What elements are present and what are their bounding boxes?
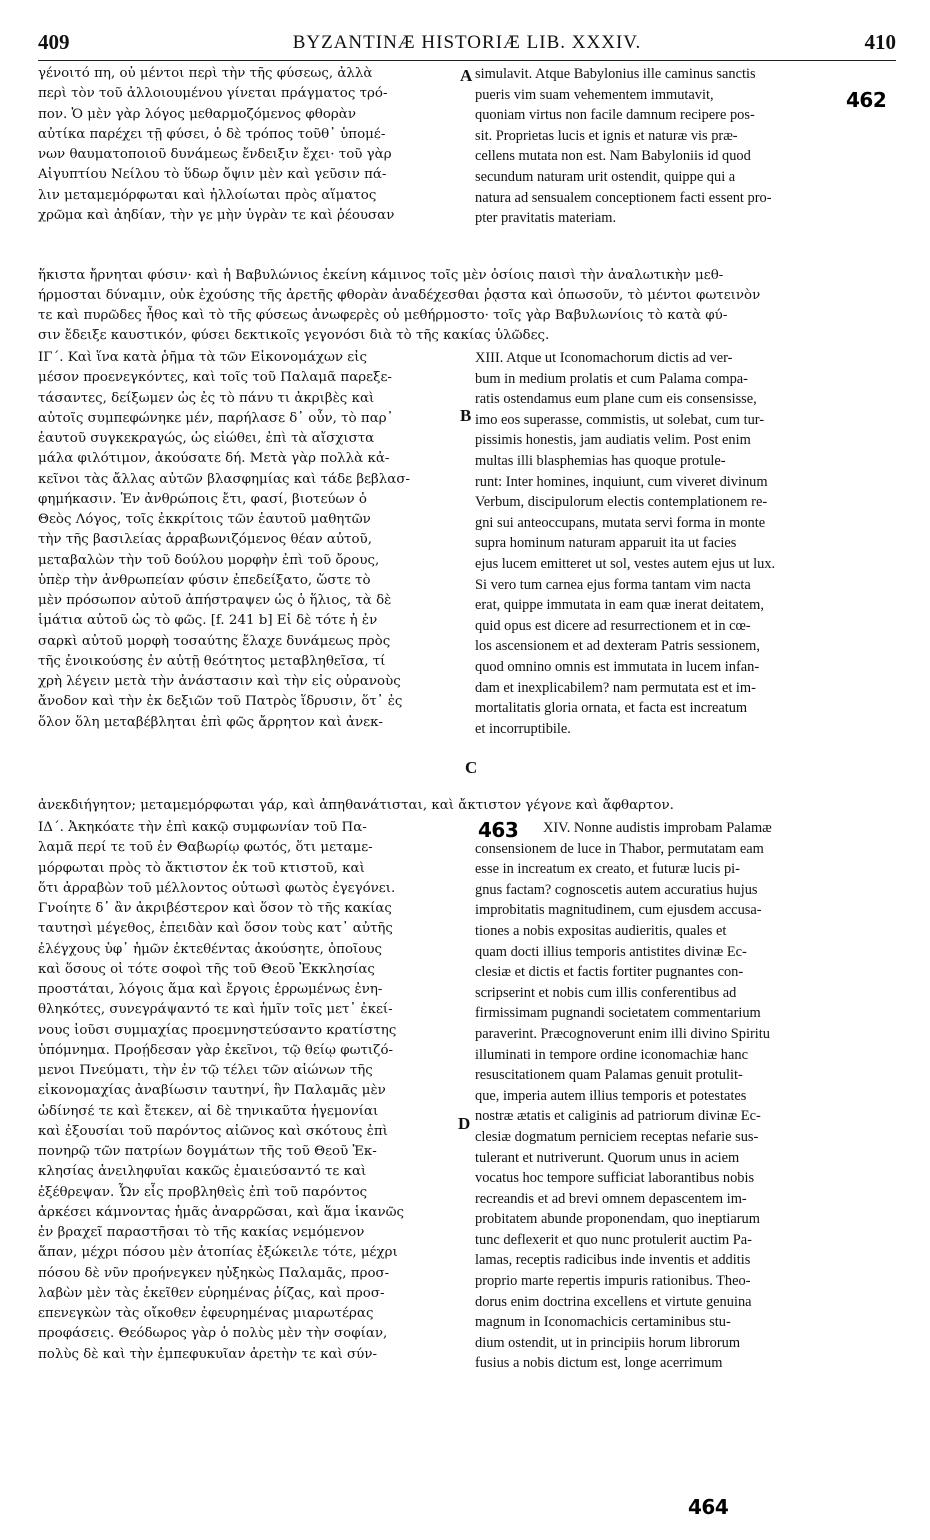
- greek-line: αὐτίκα παρέχει τῇ φύσει, ὁ δὲ τρόπος τοῦθ᾽ ὑπομέ-: [38, 126, 386, 142]
- latin-line: tulerant et nutriverunt. Quorum unus in aciem: [475, 1149, 740, 1166]
- latin-line: dorus enim doctrina excellens et virtute genuina: [475, 1293, 752, 1310]
- latin-line: XIV. Nonne audistis improbam Palamæ: [543, 820, 772, 836]
- greek-line: Αἰγυπτίου Νείλου τὸ ὕδωρ ὄψιν μὲν καὶ γεῦσιν πά-: [38, 167, 387, 183]
- latin-column-top: [475, 64, 895, 229]
- latin-line: clesiæ dogmatum perniciem receptas nefarie sus-: [475, 1128, 759, 1145]
- latin-line: supra hominum naturam apparuit ita ut facies: [475, 535, 737, 552]
- latin-line: XIII. Atque ut Iconomachorum dictis ad ver-: [475, 350, 733, 366]
- reference-number-464: 464: [688, 1495, 729, 1519]
- greek-line: ὑπὲρ τὴν ἀνθρωπείαν φύσιν ἐπεδείξατο, ὥστε τὸ: [38, 572, 371, 588]
- greek-line: ἄνοδον καὶ τὴν ἐκ δεξιῶν τοῦ Πατρὸς ἵδρυσιν, ὅτ᾽ ἐς: [38, 694, 403, 710]
- latin-line: los ascensionem et ad dexteram Patris sessionem,: [475, 638, 760, 655]
- full-width-line: ἥκιστα ἤρνηται φύσιν· καὶ ἡ Βαβυλώνιος ἐκείνη κάμινος τοῖς μὲν ὁσίοις παισὶ τὴν ἀναλωτικὴν μεθ-: [38, 268, 724, 283]
- latin-line: clesiæ et dictis et factis fortiter pugnantes con-: [475, 964, 744, 981]
- latin-line: pissimis honestis, jam audiatis velim. Post enim: [475, 432, 751, 449]
- latin-line: probitatem abunde proponendam, quo ineptiarum: [475, 1211, 760, 1228]
- latin-line: dium ostendit, ut in principiis horum librorum: [475, 1334, 741, 1351]
- latin-line: quam docti illius temporis antistites divinæ Ec-: [475, 943, 747, 960]
- latin-line: natura ad sensualem conceptionem facti essent pro-: [475, 189, 772, 206]
- latin-line: gnus factam? cognoscetis autem accuratius hujus: [475, 881, 758, 898]
- page-header: [38, 30, 896, 61]
- greek-line: μόρφωται πρὸς τὸ ἄκτιστον ἐκ τοῦ κτιστοῦ, καὶ: [38, 860, 365, 876]
- latin-line: proprio marte repertis impuris rationibus. Theo-: [475, 1273, 751, 1290]
- latin-line: magnum in Iconomachicis certaminibus stu-: [475, 1314, 731, 1331]
- latin-line: que, imperia autem illius temporis et potestates: [475, 1087, 747, 1104]
- greek-line: λαβὼν μὲν τὰς ἐκεῖθεν εὑρημένας ῥίζας, καὶ προσ-: [38, 1285, 385, 1301]
- margin-letter-b: B: [460, 406, 472, 425]
- latin-line: scripserint et nobis cum illis conferentibus ad: [475, 984, 737, 1001]
- margin-letter-a: A: [460, 66, 473, 85]
- greek-column-bottom: [38, 818, 458, 1365]
- greek-line: επενεγκὼν τὰς οἴκοθεν ἐφευρημένας μιαρωτέρας: [38, 1306, 374, 1321]
- greek-line: χρῶμα καὶ ἀηδίαν, τὴν γε μὴν ὑγρὰν τε καὶ ῥέουσαν: [38, 207, 395, 223]
- greek-line: ἐν βραχεῖ παραστῆσαι τὸ τῆς κακίας νεμόμενον: [38, 1225, 365, 1240]
- latin-line: simulavit. Atque Babylonius ille caminus sanctis: [475, 66, 756, 82]
- latin-line: erat, quippe immutata in eam quæ inerat deitatem,: [475, 597, 764, 614]
- latin-line: esse in increatum ex creato, et futuræ lucis pi-: [475, 861, 740, 878]
- latin-line: Verbum, discipulorum electis contemplationem re-: [475, 494, 768, 511]
- greek-line: ἅπαν, μέχρι πόσου μὲν ἀτοπίας ἐξώκειλε τότε, μέχρι: [38, 1245, 398, 1261]
- greek-line: λιν μεταμεμόρφωται καὶ ἠλλοίωται πρὸς αἵματος: [38, 187, 377, 203]
- greek-line: καὶ ὅσους οἱ τότε σοφοὶ τῆς τοῦ Θεοῦ Ἐκκλησίας: [38, 961, 375, 977]
- latin-line: secundum naturam urit ostendit, quippe qui a: [475, 168, 736, 185]
- latin-line: gni sui anteoccupans, mutata servi forma in monte: [475, 514, 766, 531]
- full-width-line: τε καὶ πυρῶδες ἦθος καὶ τὸ τῆς φύσεως ἀνωφερὲς οὐ μεθήρμοστο· τοῖς γὰρ Βαβυλωνίοις τὸ κατὰ φύ-: [38, 308, 728, 323]
- greek-line: μὲν πρόσωπον αὐτοῦ ἀπήστραψεν ὡς ὁ ἥλιος, τὰ δὲ: [38, 593, 392, 608]
- latin-line: illuminati in tempore ordine iconomachiæ hanc: [475, 1046, 748, 1063]
- greek-line: προστάται, λόγοις ἅμα καὶ ἔργοις ἐρρωμένως ἐνη-: [38, 982, 383, 997]
- latin-line: runt: Inter homines, inquiunt, cum viveret divinum: [475, 473, 768, 490]
- greek-line: νους ἰοῦσι συμμαχίας προεμνηστεύσαντο κρατίστης: [38, 1022, 397, 1038]
- full-width-line: ήρμοσται δύναμιν, οὐκ ἐχούσης τῆς ἀρετῆς φθορὰν ἀναδέχεσθαι ῥᾳστα καὶ ὁπωσοῦν, τὸ μέντοι φωτεινὸν: [38, 288, 761, 303]
- greek-line: καὶ ἐξουσίαι τοῦ παρόντος αἰῶνος καὶ σκότους ἐπὶ: [38, 1123, 388, 1139]
- latin-line: improbitatis magnitudinem, cum ejusdem accusa-: [475, 902, 762, 919]
- greek-line: πολὺς δὲ καὶ τὴν ἐμπεφυκυῖαν ἀρετὴν τε καὶ σύν-: [38, 1346, 377, 1362]
- greek-line: μενοι Πνεύματι, τὴν ἐν τῷ τέλει τῶν αἰώνων τῆς: [38, 1063, 373, 1078]
- greek-line: ταυτησὶ μέγεθος, ἐπειδὰν καὶ ὅσον τοὺς κατ᾽ αὐτῆς: [38, 921, 393, 937]
- greek-line: νων θαυματοποιοῦ δυνάμεως ἔνδειξιν ἔχει· τοῦ γὰρ: [38, 147, 392, 162]
- greek-line: ὅλον ὅλη μεταβέβληται ἐπὶ φῶς ἄρρητον καὶ ἀνεκ-: [38, 714, 383, 730]
- greek-line: θληκότες, συνεγράψαντό τε καὶ ἡμῖν τοῖς μετ᾽ ἐκεί-: [38, 1002, 393, 1018]
- latin-line: quod omnino omnis est immutata in lucem infan-: [475, 658, 760, 675]
- greek-line: κεῖνοι τὰς ἄλλας αὐτῶν βλασφημίας καὶ τάδε βεβλασ-: [38, 471, 410, 487]
- greek-line: ἑαυτοῦ συγκεκραγώς, ὡς εἰώθει, ἐπὶ τὰ αἴσχιστα: [38, 431, 375, 446]
- greek-line: μάλα φιλότιμον, ἀκούσατε δή. Μετὰ γὰρ πολλὰ κἀ-: [38, 451, 390, 467]
- greek-line: εἰκονομαχίας ἀναβίωσιν ταυτηνί, ἣν Παλαμᾶς μὲν: [38, 1083, 386, 1099]
- greek-line: λαμᾶ περί τε τοῦ ἐν Θαβωρίῳ φωτός, ὅτι μεταμε-: [38, 840, 373, 856]
- latin-line: tunc deflexerit et quo nunc protulerit auctim Pa-: [475, 1231, 752, 1248]
- greek-line: τῆς ἐνοικούσης ἐν αὐτῇ θεότητος μεταβληθεῖσα, τί: [38, 653, 386, 669]
- greek-line: μεταβαλὼν τὴν τοῦ δούλου μορφὴν ἐπὶ τοῦ ὄρους,: [38, 552, 380, 568]
- latin-line: ejus lucem emitteret ut sol, vestes autem ejus ut lux.: [475, 555, 776, 572]
- latin-line: consensionem de luce in Thabor, permutatam eam: [475, 840, 764, 857]
- latin-line: fusius a nobis dictum est, longe acerrimum: [475, 1355, 723, 1372]
- greek-line: τὴν τῆς βασιλείας ἀρραβωνιζόμενος θέαν αὐτοῦ,: [38, 532, 372, 548]
- greek-line: ἱμάτια αὐτοῦ ὡς τὸ φῶς. [f. 241 b] Εἰ δὲ τότε ἡ ἐν: [38, 613, 378, 629]
- latin-line: pter pravitatis materiam.: [475, 210, 617, 227]
- latin-line: lamas, receptis radicibus inde inventis et additis: [475, 1252, 751, 1269]
- greek-line: πόσου δὲ νῦν προήνεγκεν ηὐξηκὼς Παλαμᾶς, προσ-: [38, 1265, 390, 1281]
- latin-line: multas illi blasphemias has quoque protule-: [475, 452, 726, 469]
- full-width-line: σιν ἔδειξε καυστικόν, φύσει δεκτικοῖς γεγονόσι διὰ τὸ τῆς κακίας ὑλῶδες.: [38, 328, 550, 343]
- full-width-line: ἀνεκδιήγητον; μεταμεμόρφωται γάρ, καὶ ἀπηθανάτισται, καὶ ἄκτιστον γέγονε καὶ ἄφθαρτον.: [38, 798, 674, 813]
- latin-line: tiones a nobis expositas audieritis, quales et: [475, 922, 727, 939]
- latin-line: resuscitationem quam Palamas genuit protulit-: [475, 1067, 743, 1084]
- greek-line: πον. Ὁ μὲν γὰρ λόγος μεθαρμοζόμενος φθορὰν: [38, 106, 356, 122]
- latin-line: ratis ostendamus eum plane cum eis consensisse,: [475, 391, 757, 408]
- reference-number-462: 462: [846, 88, 887, 112]
- greek-line: ὑπόμνημα. Προῄδεσαν γὰρ ἐκεῖνοι, τῷ θείῳ φωτιζό-: [38, 1042, 394, 1058]
- greek-line: ὠδίνησέ τε καὶ ἔτεκεν, αἱ δὲ τηνικαῦτα ἡγεμονίαι: [38, 1103, 379, 1119]
- latin-line: recreandis et ad brevi omnem depascentem im-: [475, 1190, 747, 1207]
- latin-line: sit. Proprietas lucis et ignis et naturæ vis præ-: [475, 127, 738, 144]
- greek-line: ἐξέθρεψαν. Ὧν εἷς προβληθεὶς ἐπὶ τοῦ παρόντος: [38, 1184, 368, 1200]
- latin-line: bum in medium prolatis et cum Palama compa-: [475, 370, 748, 387]
- greek-line: αὐτοῖς συμπεφώνηκε μέν, παρήλασε δ᾽ οὖν, τὸ παρ᾽: [38, 410, 394, 426]
- greek-line: Θεὸς Λόγος, τοῖς ἐκκρίτοις τῶν ἑαυτοῦ μαθητῶν: [38, 512, 371, 527]
- latin-column-mid: [475, 348, 895, 739]
- greek-line: μέσον προενεγκόντες, καὶ τοῖς τοῦ Παλαμᾶ παρεξε-: [38, 370, 392, 386]
- greek-line: ΙΔ΄. Ἀκηκόατε τὴν ἐπὶ κακῷ συμφωνίαν τοῦ Πα-: [38, 820, 367, 835]
- right-page-number: 410: [864, 30, 896, 54]
- greek-line: ΙΓ΄. Καὶ ἵνα κατὰ ῥῆμα τὰ τῶν Εἰκονομάχων εἰς: [38, 350, 367, 365]
- greek-line: προφάσεις. Θεόδωρος γὰρ ὁ πολὺς μὲν τὴν σοφίαν,: [38, 1326, 388, 1342]
- greek-line: τάσαντες, δείξωμεν ὡς ἐς τὸ πάνυ τι ἀκριβὲς καὶ: [38, 390, 375, 406]
- latin-line: cellens mutata non est. Nam Babyloniis id quod: [475, 148, 751, 165]
- margin-letter-d: D: [458, 1114, 471, 1133]
- reference-number-463: 463: [478, 818, 519, 842]
- greek-line: Γνοίητε δ᾽ ἂν ἀκριβέστερον καὶ ὅσον τὸ τῆς κακίας: [38, 901, 392, 916]
- greek-line: ἀρκέσει κάμνοντας ἡμᾶς ἀναρρῶσαι, καὶ ἅμα ἱκανῶς: [38, 1204, 405, 1220]
- running-title: BYZANTINÆ HISTORIÆ LIB. XXXIV.: [292, 32, 642, 53]
- latin-line: vocatus hoc tempore sufficiat laborantibus nobis: [475, 1170, 755, 1187]
- greek-line: φημήκασιν. Ἐν ἀνθρώποις ἔτι, φασί, βιοτεύων ὁ: [38, 491, 367, 507]
- greek-line: πονηρῷ τῶν πατρίων δογμάτων τῆς τοῦ Θεοῦ Ἐκ-: [38, 1144, 377, 1159]
- latin-line: pueris vim suam vehementem immutavit,: [475, 86, 714, 103]
- latin-line: quoniam virtus non facile damnum recipere pos-: [475, 107, 755, 124]
- greek-line: χρὴ λέγειν μετὰ τὴν ἀνάστασιν καὶ τὴν εἰς οὐρανοὺς: [38, 674, 401, 689]
- greek-line: σαρκὶ αὐτοῦ μορφὴ τοσαύτης ἔλαχε δυνάμεως πρὸς: [38, 633, 391, 649]
- greek-line: περὶ τὸν τοῦ ἀλλοιουμένου γίνεται πράγματος τρό-: [38, 86, 388, 102]
- latin-line: paraverint. Præcognoverunt enim illi divino Spiritu: [475, 1025, 770, 1042]
- latin-line: et incorruptibile.: [475, 720, 571, 737]
- margin-letter-c: C: [465, 758, 478, 777]
- greek-line: γένοιτό πη, οὐ μέντοι περὶ τὴν τῆς φύσεως, ἀλλὰ: [38, 66, 373, 81]
- greek-line: κλησίας ἀνειληφυῖαι κακῶς ἐμαιεύσαντό τε καὶ: [38, 1164, 367, 1180]
- latin-line: nostræ ætatis et caliginis ad patriorum divinæ Ec-: [475, 1108, 761, 1125]
- greek-line: ὅτι ἀρραβὼν τοῦ μέλλοντος οὑτωσὶ φωτὸς ἐγεγόνει.: [38, 880, 396, 896]
- left-page-number: 409: [38, 30, 70, 54]
- latin-column-bottom: [475, 818, 895, 1374]
- latin-line: dam et inexplicabilem? nam permutata est et im-: [475, 679, 756, 696]
- latin-line: Si vero tum carnea ejus forma tantam vim nacta: [475, 576, 751, 593]
- latin-line: quid opus est dicere ad resurrectionem et in cœ-: [475, 617, 751, 634]
- latin-line: firmissimam pugnandi societatem commentarium: [475, 1005, 761, 1022]
- latin-line: mortalitatis gloria ornata, et facta est increatum: [475, 700, 748, 717]
- greek-column-mid: [38, 348, 458, 733]
- greek-line: ἐλέγχους ὑφ᾽ ἡμῶν ἐκτεθέντας ἀκούσητε, ὁποῖους: [38, 941, 382, 957]
- greek-column-top: [38, 64, 458, 226]
- latin-line: imo eos superasse, commistis, ut solebat, cum tur-: [475, 411, 765, 428]
